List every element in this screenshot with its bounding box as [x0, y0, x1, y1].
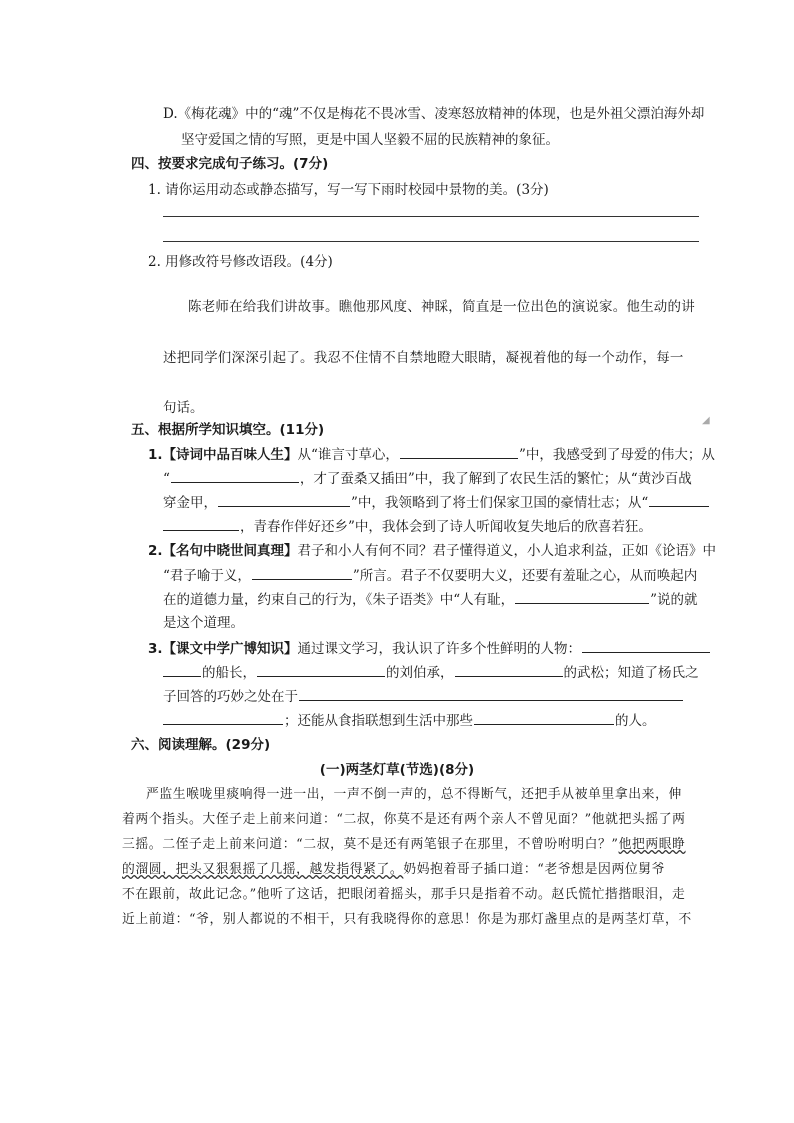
item2-l2a: “君子喻于义，	[163, 568, 251, 584]
reading-line3-text: 三摇。二侄子走上前来问道：“二叔，莫不是还有两笔银子在那里，不曾吩咐明白？”	[122, 837, 619, 852]
reading-line2: 着两个指头。大侄子走上前来问道：“二叔，你莫不是还有两个亲人不曾见面？”他就把头摇了两	[122, 812, 686, 827]
blank-10a[interactable]	[299, 686, 683, 701]
item1-l2a: “	[163, 471, 170, 487]
item3-tag: 3.【课文中学广博知识】	[148, 641, 298, 657]
item1-l3a: 穿金甲，	[163, 495, 217, 511]
section5-heading: 五、根据所学知识填空。(11分)	[131, 422, 325, 438]
reading-line5: 不在跟前，故此记念。”他听了这话，把眼闭着摇头，那手只是指着不动。赵氏慌忙揩揩眼泪，走	[122, 887, 686, 902]
item3-l2c: 的武松；知道了杨氏之	[563, 665, 699, 681]
item3-line3	[163, 686, 684, 707]
section6-heading: 六、阅读理解。(29分)	[131, 737, 271, 753]
item2-l3b: ”说的就	[650, 592, 698, 608]
passage-line3: 句话。	[163, 400, 204, 416]
blank-4b[interactable]	[163, 516, 239, 531]
reading-subtitle: (一)两茎灯草(节选)(8分)	[319, 762, 475, 778]
item1-l2b: ，才了蚕桑又插田”中，我了解到了农民生活的繁忙；从“黄沙百战	[299, 471, 692, 487]
item1-line4	[163, 516, 652, 537]
item1-l3b: ”中，我领略到了将士们保家卫国的豪情壮志；从“	[351, 495, 649, 511]
item1-l1a: 从“谁言寸草心，	[297, 447, 399, 463]
item3-line1	[148, 638, 711, 659]
item1-line1	[148, 444, 715, 465]
item3-l2a: 的船长，	[202, 665, 256, 681]
item3-l3: 子回答的巧妙之处在于	[163, 689, 298, 705]
item2-l3: 在的道德力量，约束自己的行为，《朱子语类》中“人有耻，	[163, 592, 515, 608]
blank-7b[interactable]	[163, 662, 201, 677]
item3-l2b: 的刘伯承，	[386, 665, 454, 681]
scan-mark: ◢	[702, 415, 710, 426]
item3-l1: 通过课文学习，我认识了许多个性鲜明的人物：	[297, 641, 582, 657]
section4-q1: 1. 请你运用动态或静态描写，写一写下雨时校园中景物的美。(3分)	[148, 182, 549, 198]
option-d-line2: 坚守爱国之情的写照，更是中国人坚毅不屈的民族精神的象征。	[181, 132, 559, 148]
passage-line2: 述把同学们深深引起了。我忍不住情不自禁地瞪大眼睛，凝视着他的每一个动作，每一	[163, 350, 684, 366]
blank-5[interactable]	[252, 565, 352, 580]
passage-line1: 陈老师在给我们讲故事。瞧他那风度、神睬，简直是一位出色的演说家。他生动的讲	[188, 299, 695, 315]
item3-line4	[163, 710, 656, 731]
item2-l1: 君子和小人有何不同？君子懂得道义，小人追求利益，正如《论语》中	[297, 543, 717, 559]
section4-q2: 2. 用修改符号修改语段。(4分)	[148, 254, 333, 270]
reading-line4-underlined: 的溜圆，把头又狠狠摇了几摇，越发指得紧了。	[122, 862, 404, 877]
item1-line2	[163, 468, 692, 489]
item2-line3	[163, 589, 698, 610]
reading-line4-text: 奶妈抱着哥子插口道：“老爷想是因两位舅爷	[403, 862, 666, 877]
blank-3[interactable]	[218, 492, 350, 507]
blank-10b[interactable]	[163, 710, 283, 725]
item3-l4b: ；还能从食指联想到生活中那些	[284, 713, 473, 729]
blank-9[interactable]	[455, 662, 563, 677]
item2-line1	[148, 541, 716, 561]
blank-1[interactable]	[400, 444, 518, 459]
blank-11[interactable]	[474, 710, 614, 725]
reading-line1: 严监生喉咙里痰响得一进一出，一声不倒一声的，总不得断气，还把手从被单里拿出来，伸	[146, 787, 682, 802]
blank-4a[interactable]	[649, 492, 709, 507]
item1-l4b: ，青春作伴好还乡”中，我体会到了诗人听闻收复失地后的欣喜若狂。	[240, 519, 652, 535]
reading-line3	[122, 835, 686, 855]
item2-line4: 是这个道理。	[163, 615, 244, 631]
item2-line2	[163, 565, 697, 586]
item1-tag: 1.【诗词中品百味人生】	[148, 447, 298, 463]
item3-l4c: 的人。	[615, 713, 656, 729]
item3-line2	[163, 662, 699, 683]
item2-tag: 2.【名句中晓世间真理】	[148, 543, 298, 559]
reading-line3-underlined: 他把两眼睁	[618, 837, 686, 852]
item1-l1b: ”中，我感受到了母爱的伟大；从	[518, 447, 715, 463]
item2-l2b: ”所言。君子不仅要明大义，还要有羞耻之心，从而唤起内	[352, 568, 698, 584]
blank-6[interactable]	[515, 589, 649, 604]
blank-8[interactable]	[257, 662, 385, 677]
section4-heading: 四、按要求完成句子练习。(7分)	[131, 156, 329, 172]
answer-line-1[interactable]	[163, 216, 699, 217]
reading-line4	[122, 860, 665, 880]
option-d-line1: D.《梅花魂》中的“魂”不仅是梅花不畏冰雪、凌寒怒放精神的体现，也是外祖父漂泊海外却	[163, 106, 705, 122]
reading-line6: 近上前道：“爷，别人都说的不相干，只有我晓得你的意思！你是为那灯盏里点的是两茎灯草，不	[122, 912, 692, 927]
answer-line-2[interactable]	[163, 241, 699, 242]
blank-7a[interactable]	[582, 638, 710, 653]
item1-line3	[163, 492, 710, 513]
blank-2[interactable]	[171, 468, 299, 483]
